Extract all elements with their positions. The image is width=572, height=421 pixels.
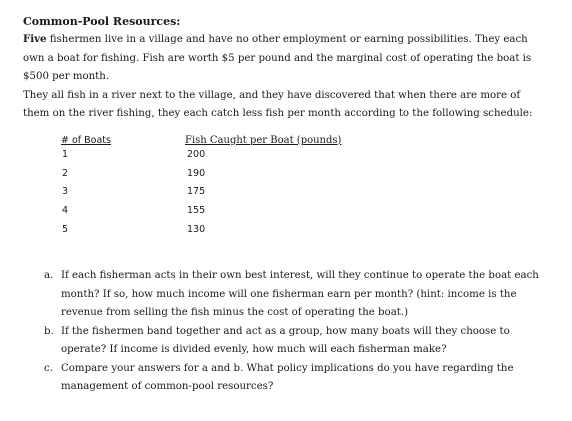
cell-boats: 3 bbox=[62, 186, 69, 198]
cell-boats: 5 bbox=[62, 223, 69, 235]
table-row bbox=[61, 220, 542, 239]
table-header-row bbox=[61, 131, 542, 146]
header-fish-caught: Fish Caught per Boat (pounds) bbox=[185, 134, 342, 146]
question-item bbox=[44, 360, 544, 397]
question-marker: c. bbox=[44, 362, 53, 374]
cell-fish: 190 bbox=[187, 167, 206, 179]
intro-lead-word: Five bbox=[23, 33, 47, 45]
question-text: If each fisherman acts in their own best interest, will they continue to operate the boat each month? If so, how much income will one fisherman earn per month? (hint: income is the revenue from selling the fish minus the cost of operating the boat.) bbox=[61, 270, 539, 318]
table-row bbox=[61, 183, 542, 202]
cell-boats: 2 bbox=[62, 167, 69, 179]
cell-fish: 130 bbox=[187, 223, 206, 235]
question-list bbox=[44, 267, 544, 397]
question-marker: b. bbox=[44, 325, 54, 337]
cell-fish: 155 bbox=[187, 205, 206, 217]
cell-fish: 175 bbox=[187, 186, 206, 198]
intro-paragraph-1 bbox=[23, 30, 542, 87]
question-marker: a. bbox=[44, 270, 54, 281]
question-text: Compare your answers for a and b. What policy implications do you have regarding the management of common-pool resources? bbox=[61, 362, 514, 392]
question-item bbox=[44, 323, 544, 360]
cell-boats: 1 bbox=[62, 149, 69, 161]
intro-paragraph-2: They all fish in a river next to the village, and they have discovered that when there are more of them on the river fishing, they each catch less fish per month according to the following schedule: bbox=[23, 89, 533, 119]
page-title: Common-Pool Resources: bbox=[23, 15, 181, 28]
fish-schedule-table bbox=[61, 131, 542, 239]
table-row bbox=[61, 164, 542, 183]
cell-boats: 4 bbox=[62, 205, 69, 217]
header-boats: # of Boats bbox=[61, 134, 111, 146]
intro-paragraph-1-text: fishermen live in a village and have no other employment or earning possibilities. They each own a boat for fishing. Fish are worth $5 per pound and the marginal cost of operating the boat is $500 per month. bbox=[23, 34, 532, 82]
question-text: If the fishermen band together and act as a group, how many boats will they choose to operate? If income is divided evenly, how much will each fisherman make? bbox=[61, 325, 510, 355]
table-row bbox=[61, 201, 542, 220]
table-row bbox=[61, 146, 542, 165]
question-item bbox=[44, 267, 544, 323]
cell-fish: 200 bbox=[187, 149, 206, 161]
